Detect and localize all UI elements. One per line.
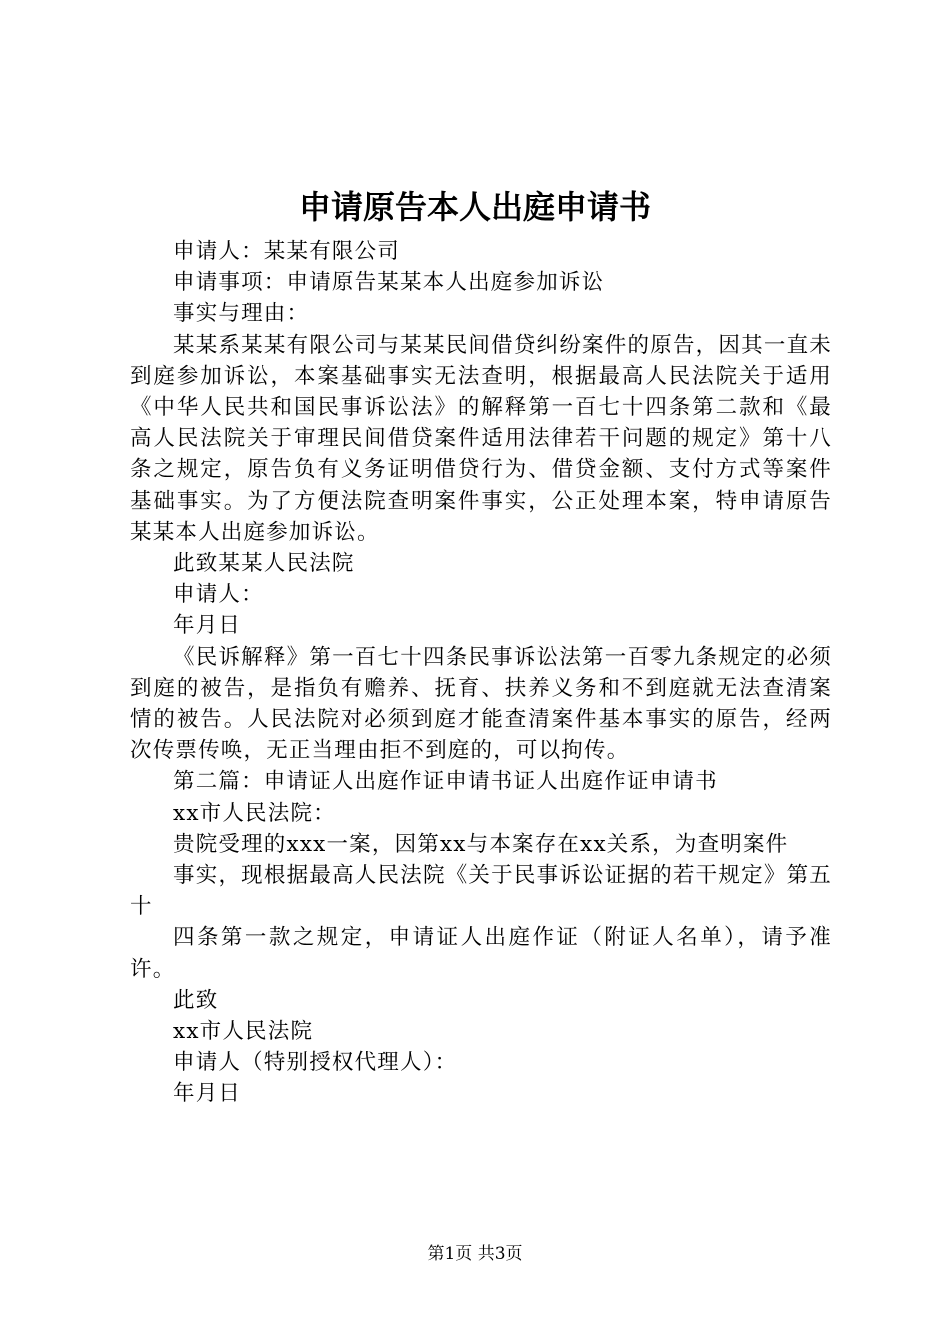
closing-salutation-line: 此致 (173, 987, 219, 1013)
page-number-footer: 第1页 共3页 (427, 1244, 523, 1264)
applicant-line: 申请人：某某有限公司 (173, 239, 401, 264)
legal-note-paragraph: 《民诉解释》第一百七十四条民事诉讼法第一百零九条规定的必须到庭的被告，是指负有赡养、抚育、扶养义务和不到庭就无法查清案情的被告。人民法院对必须到庭才能查清案件基本事实的原告，经两次传票传唤，无正当理由拒不到庭的，可以拘传。 (130, 644, 832, 764)
facts-reasons-heading: 事实与理由： (173, 301, 310, 327)
salutation-line: 此致某某人民法院 (173, 551, 355, 577)
witness-paragraph-part-2: 事实，现根据最高人民法院《关于民事诉讼证据的若干规定》第五十 (130, 863, 832, 920)
signature-applicant-line: 申请人： (173, 582, 264, 608)
page-title: 申请原告本人出庭申请书 (298, 188, 651, 226)
closing-date-line: 年月日 (173, 1081, 242, 1107)
section-two-heading: 第二篇：申请证人出庭作证申请书证人出庭作证申请书 (173, 769, 718, 795)
witness-paragraph-part-1: 贵院受理的xxx一案，因第xx与本案存在xx关系，为查明案件 (173, 831, 789, 857)
facts-paragraph: 某某系某某有限公司与某某民间借贷纠纷案件的原告，因其一直未到庭参加诉讼，本案基础事实无法查明，根据最高人民法院关于适用《中华人民共和国民事诉讼法》的解释第一百七十四条第二款和《最高人民法院关于审理民间借贷案件适用法律若干问题的规定》第十八条之规定，原告负有义务证明借贷行为、借贷金额、支付方式等案件基础事实。为了方便法院查明案件事实，公正处理本案，特申请原告某某本人出庭参加诉讼。 (130, 332, 832, 545)
document-body (130, 236, 832, 1110)
court-address-line: xx市人民法院： (173, 800, 336, 826)
date-line: 年月日 (173, 613, 242, 639)
agent-signature-line: 申请人（特别授权代理人）： (173, 1050, 458, 1076)
request-matter-line: 申请事项：申请原告某某本人出庭参加诉讼 (173, 270, 605, 296)
witness-paragraph-part-3: 四条第一款之规定，申请证人出庭作证（附证人名单），请予准许。 (130, 925, 832, 982)
closing-court-line: xx市人民法院 (173, 1019, 314, 1045)
